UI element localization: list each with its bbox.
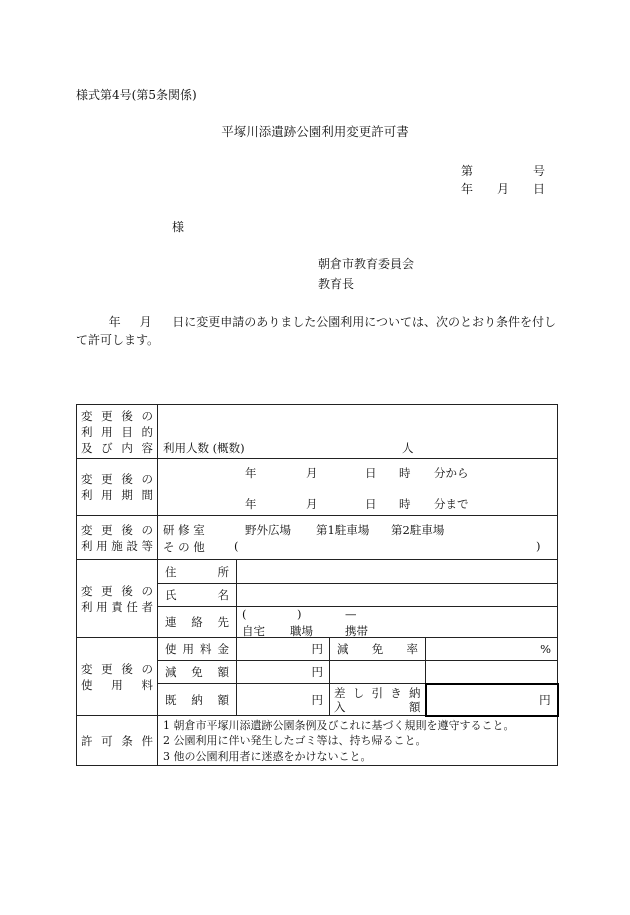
conditions-list — [158, 716, 558, 766]
facility-field[interactable] — [158, 516, 558, 560]
number-go: 号 — [532, 164, 545, 178]
permit-table — [76, 404, 559, 766]
address-field[interactable] — [237, 560, 558, 584]
purpose-label: 変 更 後 の 利 用 目 的 及 び 内 容 — [77, 405, 158, 459]
condition-item: 3 他の公園利用者に迷惑をかけないこと。 — [163, 749, 372, 763]
paid-amount-label: 既 納 額 — [158, 684, 237, 716]
facility-outdoor-plaza[interactable]: 野外広場 — [245, 523, 291, 537]
date-year: 年 — [461, 182, 474, 196]
to-year: 年 — [245, 497, 257, 511]
body-month: 月 — [139, 315, 152, 329]
facility-other-open: ( — [234, 539, 239, 553]
period-label: 変 更 後 の 利 用 期 間 — [77, 459, 158, 516]
reduction-amount-yen: 円 — [311, 665, 323, 679]
reduction-rate-label: 減 免 率 — [330, 638, 426, 661]
document-title: 平塚川添遺跡公園利用変更許可書 — [221, 124, 409, 139]
row-facility — [77, 516, 558, 560]
row-responsible-address — [77, 560, 558, 584]
issuer-org: 朝倉市教育委員会 — [318, 257, 415, 271]
facility-other-label: そ の 他 — [163, 540, 205, 554]
form-number: 様式第4号(第5条関係) — [76, 88, 197, 102]
period-field[interactable] — [158, 459, 558, 516]
conditions-label: 許 可 条 件 — [77, 716, 158, 766]
facility-training-room[interactable]: 研 修 室 — [163, 523, 205, 537]
reduction-amount-field[interactable] — [237, 661, 330, 684]
balance-label: 差 し 引 き 納 入 額 — [330, 684, 426, 716]
paid-amount-field[interactable] — [237, 684, 330, 716]
date-day: 日 — [532, 182, 545, 196]
purpose-field[interactable] — [158, 405, 558, 459]
from-month: 月 — [306, 466, 318, 480]
count-label: 利用人数 (概数) — [163, 441, 245, 455]
contact-label: 連 絡 先 — [158, 607, 237, 638]
address-label: 住 所 — [158, 560, 237, 584]
number-dai: 第 — [461, 164, 474, 178]
balance-yen: 円 — [539, 692, 551, 707]
contact-field[interactable] — [237, 607, 558, 638]
responsible-label: 変 更 後 の 利用責任者 — [77, 560, 158, 638]
phone-open: ( — [242, 607, 247, 621]
condition-item: 2 公園利用に伴い発生したゴミ等は、持ち帰ること。 — [163, 734, 427, 747]
row-conditions — [77, 716, 558, 766]
row-purpose — [77, 405, 558, 459]
reduction-blank-1 — [330, 661, 426, 684]
phone-type-home[interactable]: 自宅 — [242, 624, 265, 638]
facility-parking-1[interactable]: 第1駐車場 — [316, 523, 370, 537]
body-day-text: 日に変更申請のありました公園利用については、次のとおり条件を付し — [172, 315, 556, 329]
phone-type-work[interactable]: 職場 — [290, 624, 313, 638]
issue-date — [461, 180, 545, 197]
from-year: 年 — [245, 466, 257, 480]
reduction-amount-label: 減 免 額 — [158, 661, 237, 684]
row-fee-usage — [77, 638, 558, 661]
body-year: 年 — [108, 315, 121, 329]
phone-close: ) — [297, 607, 302, 621]
to-month: 月 — [306, 497, 318, 511]
body-line-2: て許可します。 — [76, 333, 160, 347]
condition-item: 1 朝倉市平塚川添遺跡公園条例及びこれに基づく規則を遵守すること。 — [163, 718, 515, 732]
count-unit: 人 — [402, 441, 414, 455]
name-field[interactable] — [237, 584, 558, 607]
to-hour: 時 — [399, 497, 411, 511]
row-period — [77, 459, 558, 516]
body-line-1 — [76, 313, 556, 330]
usage-fee-field[interactable] — [237, 638, 330, 661]
facility-label: 変 更 後 の 利用施設等 — [77, 516, 158, 560]
phone-dash: — — [345, 607, 357, 621]
paid-amount-yen: 円 — [311, 692, 323, 707]
from-hour: 時 — [399, 466, 411, 480]
document-number — [461, 162, 545, 179]
balance-field[interactable] — [426, 684, 558, 716]
usage-fee-yen: 円 — [311, 642, 323, 656]
from-minute: 分から — [434, 466, 469, 480]
to-minute: 分まで — [434, 497, 469, 511]
name-label: 氏 名 — [158, 584, 237, 607]
facility-other-close: ) — [536, 539, 541, 553]
fee-label: 変 更 後 の 使 用 料 — [77, 638, 158, 716]
usage-fee-label: 使 用 料 金 — [158, 638, 237, 661]
reduction-rate-percent: % — [540, 642, 552, 656]
reduction-blank-2 — [426, 661, 558, 684]
issuer-title: 教育長 — [318, 277, 355, 291]
to-day: 日 — [365, 497, 377, 511]
from-day: 日 — [365, 466, 377, 480]
reduction-rate-field[interactable] — [426, 638, 558, 661]
date-month: 月 — [496, 182, 509, 196]
facility-parking-2[interactable]: 第2駐車場 — [391, 523, 445, 537]
phone-type-mobile[interactable]: 携帯 — [345, 624, 368, 638]
addressee-suffix: 様 — [172, 220, 185, 234]
